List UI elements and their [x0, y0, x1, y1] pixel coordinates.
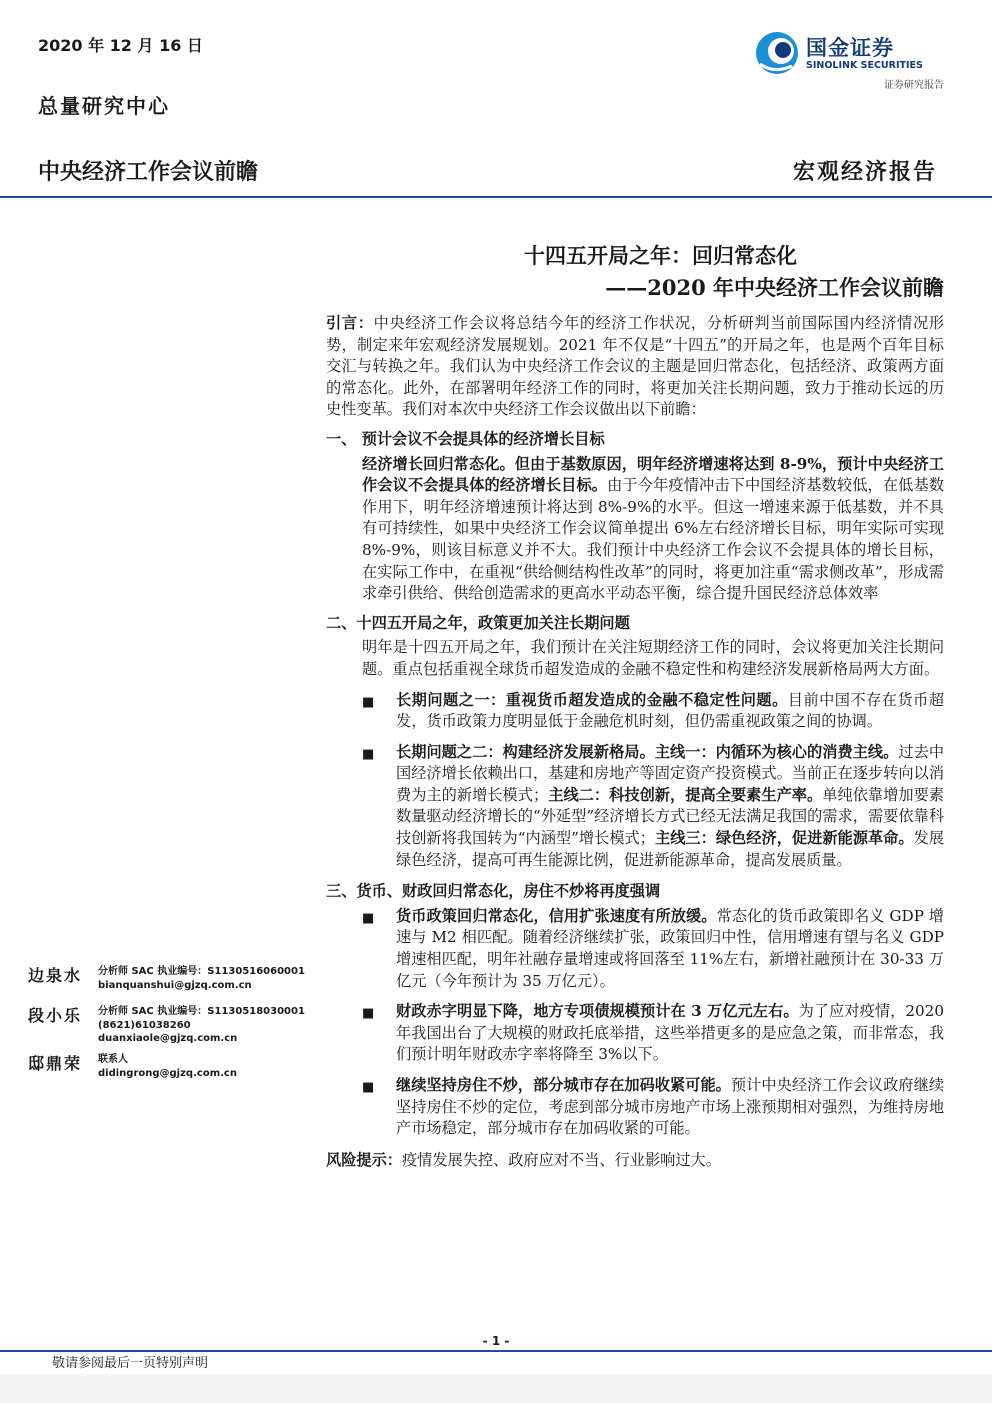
- analyst-cert: 分析师 SAC 执业编号：S1130518030001: [98, 1006, 305, 1017]
- bullet-lead-2: 主线二：科技创新，提高全要素生产率。: [548, 785, 823, 804]
- bullet-text-3: 发展绿色经济，提高可再生能源比例，促进新能源革命，提高发展质量。: [396, 829, 945, 869]
- bullet-lead: 财政赤字明显下降，地方专项债规模预计在 3 万亿元左右。: [396, 1002, 799, 1021]
- bullet-lead: 货币政策回归常态化，信用扩张速度有所放缓。: [396, 906, 717, 925]
- analyst-cert: 分析师 SAC 执业编号：S1130516060001: [98, 966, 305, 977]
- analyst-email: duanxiaole@gjzq.com.cn: [98, 1033, 238, 1044]
- analyst-email: didingrong@gjzq.com.cn: [98, 1067, 237, 1079]
- report-headline: 中央经济工作会议前瞻: [38, 160, 259, 185]
- bullet-lead: 长期问题之一：重视货币超发造成的金融不稳定性问题。: [396, 690, 788, 709]
- bullet-lead: 继续坚持房住不炒，部分城市存在加码收紧可能。: [396, 1076, 731, 1094]
- square-bullet-icon: ■: [362, 694, 375, 710]
- bullet-text-2: 单纯依靠增加要素数量驱动经济增长的“外延型”经济增长方式已经无法满足我国的需求，需要依靠科技创新将我国转为“内涵型”增长模式；: [396, 785, 945, 848]
- risk-warning: [326, 1150, 944, 1172]
- company-logo: [754, 30, 944, 90]
- bullet-text: 预计中央经济工作会议政府继续坚持房住不炒的定位，考虑到部分城市房地产市场上涨预期相对强烈，为维持房地产市场稳定，部分城市存在加码收紧的可能。: [396, 1076, 945, 1138]
- section-2-heading: 二、十四五开局之年，政策更加关注长期问题: [326, 613, 630, 632]
- bullet-lead-3: 主线三：绿色经济，促进新能源革命。: [654, 829, 914, 848]
- analyst-card: [28, 963, 318, 999]
- section-2-bullet-2: [362, 742, 944, 872]
- sinolink-logo-icon: [754, 30, 800, 76]
- section-1-text: 由于今年疫情冲击下中国经济基数较低，在低基数作用下，明年经济增速预计将达到 8%-9%的水平。但这一增速来源于低基数，并不具有可持续性，如果中央经济工作会议简单提出 6%左右经济增长目标，明年实际可实现 8%-9%，则该目标意义并不大。我们预计中央经济工作会议不会提具体的增长目标，在实际工作中，在重视“供给侧结构性改革”的同时，将更加注重“需求侧改革”，形成需求牵引供给、供给创造需求的更高水平动态平衡，综合提升国民经济总体效率: [362, 476, 945, 603]
- bullet-lead: 长期问题之二：构建经济发展新格局。主线一：内循环为核心的消费主线。: [396, 742, 899, 761]
- analyst-card: [28, 1051, 318, 1083]
- research-center: 总量研究中心: [38, 94, 170, 118]
- logo-name-en: SINOLINK SECURITIES: [806, 60, 923, 71]
- square-bullet-icon: ■: [362, 1006, 375, 1022]
- header-divider: [0, 196, 992, 198]
- risk-text: 疫情发展失控、政府应对不当、行业影响过大。: [401, 1150, 721, 1169]
- bullet-text: 目前中国不存在货币超发，货币政策力度明显低于金融危机时刻，但仍需重视政策之间的协调。: [396, 690, 945, 731]
- section-3-bullet-1: [362, 906, 944, 992]
- bullet-text: 过去中国经济增长依赖出口，基建和房地产等固定资产投资模式。当前正在逐步转向以消费为主的新增长模式；: [396, 742, 945, 804]
- intro-label: 引言：: [326, 314, 374, 332]
- analyst-name: 边泉水: [28, 966, 83, 985]
- square-bullet-icon: ■: [362, 910, 375, 926]
- report-body: [326, 313, 944, 1171]
- bullet-text: 为了应对疫情，2020 年我国出台了大规模的财政托底举措，这些举措更多的是应急之策，而非常态，我们预计明年财政赤字率将降至 3%以下。: [396, 1002, 944, 1064]
- analyst-name: 邸鼎荣: [28, 1054, 83, 1073]
- section-3-heading: 三、货币、财政回归常态化，房住不炒将再度强调: [326, 882, 661, 901]
- section-1-lead: 经济增长回归常态化。但由于基数原因，明年经济增速将达到 8-9%，预计中央经济工作会议不会提具体的经济增长目标。: [362, 454, 944, 495]
- bullet-text: 常态化的货币政策即名义 GDP 增速与 M2 相匹配。随着经济继续扩张，政策回归中性，信用增速有望与名义 GDP 增速相匹配，明年社融存量增速或将回落至 11%左右，新增社融预计在 30-33 万亿元（今年预计为 35 万亿元）。: [396, 906, 944, 990]
- intro-text: 中央经济工作会议将总结今年的经济工作状况，分析研判当前国际国内经济情况形势，制定来年宏观经济发展规划。2021 年不仅是“十四五”的开局之年，也是两个百年目标交汇与转换之年。我们认为中央经济工作会议的主题是回归常态化，包括经济、政策两方面的常态化。此外，在部署明年经济工作的同时，将更加关注长期问题，致力于推动长远的历史性变革。我们对本次中央经济工作会议做出以下前瞻：: [326, 314, 945, 419]
- section-3-bullet-3: [362, 1075, 944, 1140]
- logo-name-cn: 国金证券: [806, 36, 894, 60]
- square-bullet-icon: ■: [362, 1080, 375, 1095]
- report-type: 宏观经济报告: [792, 159, 937, 185]
- analyst-info: [98, 1005, 305, 1046]
- section-1-paragraph: [362, 454, 944, 605]
- report-date: 2020 年 12 月 16 日: [38, 36, 203, 55]
- disclaimer-note: 敬请参阅最后一页特别声明: [52, 1356, 209, 1371]
- section-2-bullet-1: [362, 690, 944, 733]
- logo-subtitle: 证券研究报告: [884, 80, 944, 91]
- analyst-info: [98, 1053, 237, 1080]
- risk-label: 风险提示：: [326, 1150, 402, 1169]
- analyst-info: [98, 965, 305, 992]
- analyst-phone: (8621)61038260: [98, 1019, 191, 1031]
- intro-paragraph: [326, 313, 944, 421]
- square-bullet-icon: ■: [362, 746, 375, 762]
- report-subtitle: ——2020 年中央经济工作会议前瞻: [605, 275, 944, 300]
- report-title: 十四五开局之年：回归常态化: [524, 243, 797, 268]
- footer-band: [0, 1374, 992, 1403]
- section-1-heading: 一、 预计会议不会提具体的经济增长目标: [326, 429, 605, 448]
- analyst-name: 段小乐: [28, 1006, 83, 1025]
- analyst-role: 联系人: [98, 1054, 128, 1065]
- section-3-bullet-2: [362, 1001, 944, 1066]
- analyst-email: bianquanshui@gjzq.com.cn: [98, 979, 252, 991]
- page-number: - 1 -: [482, 1334, 510, 1348]
- analyst-card: [28, 1003, 318, 1048]
- section-2-paragraph: 明年是十四五开局之年，我们预计在关注短期经济工作的同时，会议将更加关注长期问题。重点包括重视全球货币超发造成的金融不稳定性和构建经济发展新格局两大方面。: [362, 638, 944, 678]
